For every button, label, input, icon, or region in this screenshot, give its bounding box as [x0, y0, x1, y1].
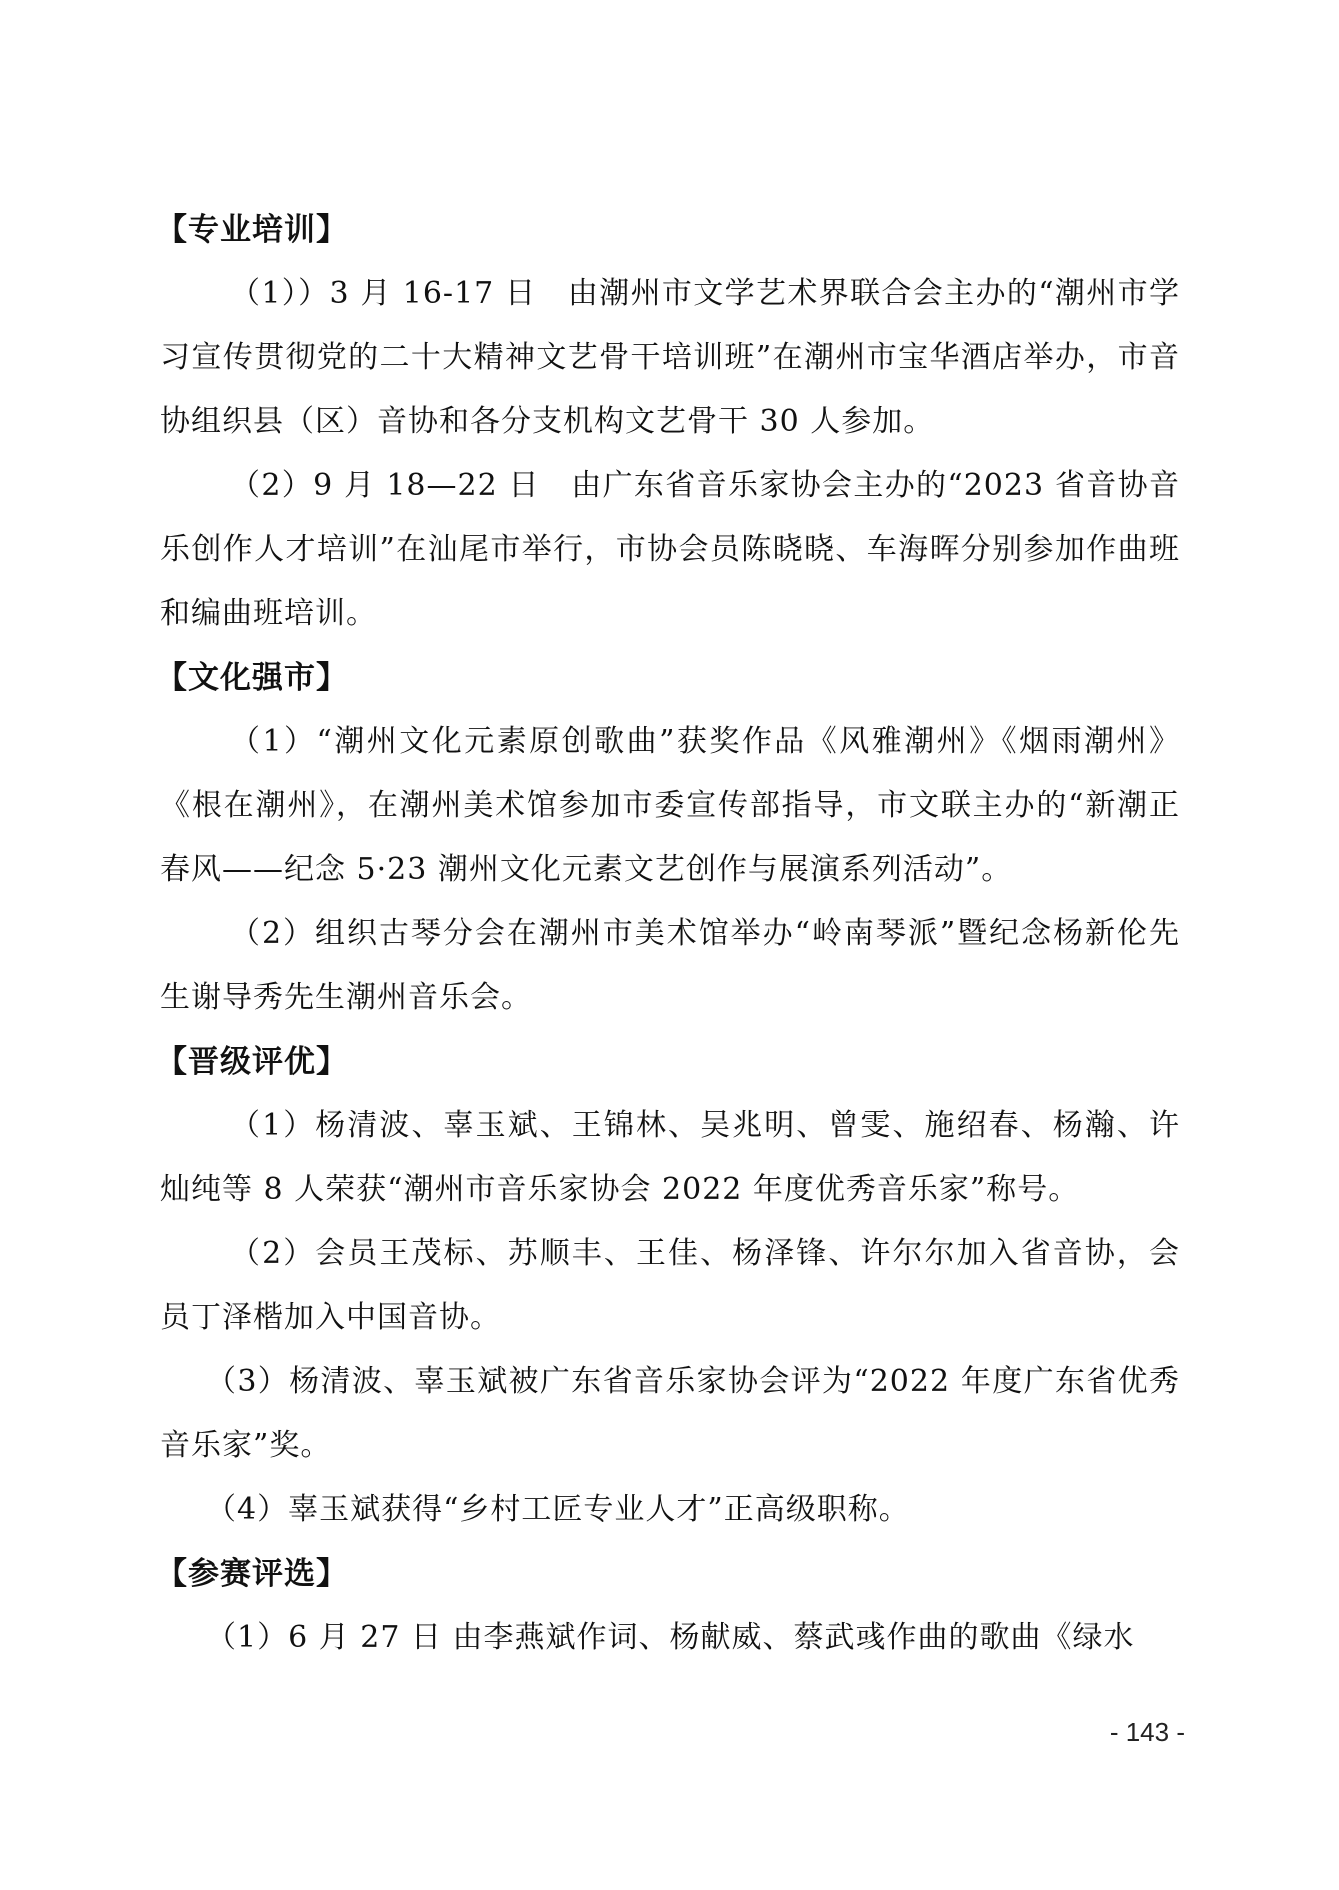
paragraph: （3）杨清波、辜玉斌被广东省音乐家协会评为“2022 年度广东省优秀音乐家”奖。 — [160, 1364, 1180, 1463]
section-heading-competitions: 【参赛评选】 — [156, 1556, 348, 1592]
paragraph: （1）杨清波、辜玉斌、王锦林、吴兆明、曾雯、施绍春、杨瀚、许灿纯等 8 人荣获“潮州市音乐家协会 2022 年度优秀音乐家”称号。 — [160, 1108, 1180, 1207]
section-heading-promotion-awards: 【晋级评优】 — [156, 1044, 348, 1080]
paragraph: （1））3 月 16-17 日 由潮州市文学艺术界联合会主办的“潮州市学习宣传贯彻党的二十大精神文艺骨干培训班”在潮州市宝华酒店举办，市音协组织县（区）音协和各分支机构文艺骨干 30 人参加。 — [160, 276, 1180, 439]
section-heading-professional-training: 【专业培训】 — [156, 212, 348, 248]
paragraph: （1）“潮州文化元素原创歌曲”获奖作品《风雅潮州》《烟雨潮州》《根在潮州》，在潮州美术馆参加市委宣传部指导，市文联主办的“新潮正春风——纪念 5·23 潮州文化元素文艺创作与展演系列活动”。 — [160, 724, 1180, 887]
section-heading-cultural-city: 【文化强市】 — [156, 660, 348, 696]
paragraph: （4）辜玉斌获得“乡村工匠专业人才”正高级职称。 — [206, 1492, 910, 1527]
page-content — [156, 198, 1180, 1670]
paragraph: （2）组织古琴分会在潮州市美术馆举办“岭南琴派”暨纪念杨新伦先生谢导秀先生潮州音乐会。 — [160, 916, 1180, 1015]
paragraph: （1）6 月 27 日 由李燕斌作词、杨献威、蔡武彧作曲的歌曲《绿水 — [206, 1620, 1135, 1655]
page-number: - 143 - — [1109, 1717, 1185, 1747]
paragraph: （2）9 月 18—22 日 由广东省音乐家协会主办的“2023 省音协音乐创作人才培训”在汕尾市举行，市协会员陈晓晓、车海晖分别参加作曲班和编曲班培训。 — [160, 468, 1180, 631]
paragraph: （2）会员王茂标、苏顺丰、王佳、杨泽锋、许尔尔加入省音协，会员丁泽楷加入中国音协。 — [160, 1236, 1180, 1335]
